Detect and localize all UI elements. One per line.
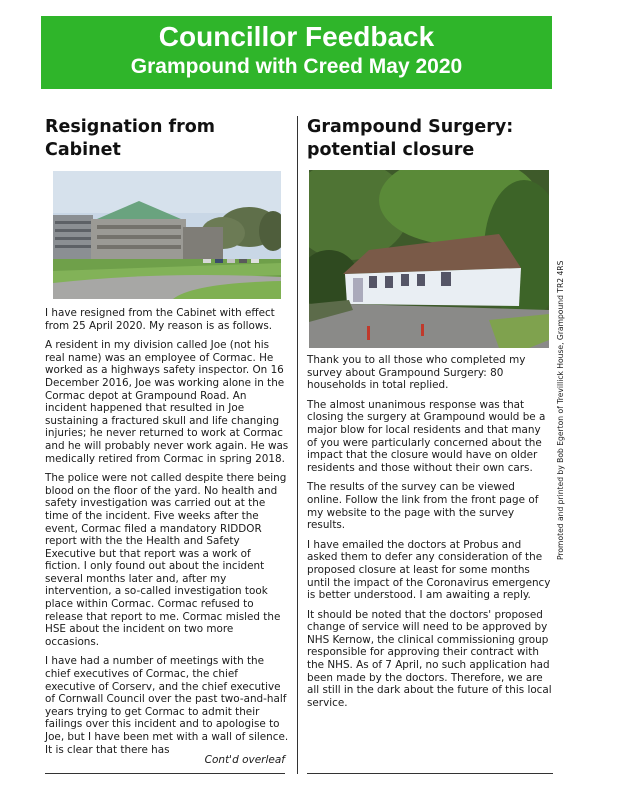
county-hall-photo	[53, 171, 281, 299]
right-paragraph-1: Thank you to all those who completed my survey about Grampound Surgery: 80 households in total replied.	[307, 354, 526, 392]
right-bottom-rule	[307, 773, 553, 774]
surgery-heading-line2: potential closure	[307, 140, 475, 160]
imprint-note: Promoted and printed by Bob Egerton of Trevillick House, Grampound TR2 4RS	[556, 260, 565, 560]
continued-note: Cont'd overleaf	[204, 754, 285, 766]
left-paragraph-3: The police were not called despite there being blood on the floor of the yard. No health and safety investigation was carried out at the time of the incident. Five weeks after the event, Cormac filed a mandatory RIDDOR report with the the Health and Safety Executive but that report was a work of fiction. I only found out about the incident several months later and, after my intervention, a so-called investigation took place within Cormac. Cormac refused to release that report to me. Cormac misled the HSE about the incident on two more occasions.	[45, 472, 287, 648]
left-paragraph-1: I have resigned from the Cabinet with effect from 25 April 2020. My reason is as follows.	[45, 307, 275, 332]
right-paragraph-4: I have emailed the doctors at Probus and asked them to defer any consideration of the proposed closure at least for some months until the impact of the Coronavirus emergency is better understood. I am awaiting a reply.	[307, 538, 551, 602]
right-column	[307, 116, 553, 716]
surgery-heading-line1: Grampound Surgery:	[307, 117, 514, 137]
page-subtitle: Grampound with Creed May 2020	[130, 55, 463, 78]
right-paragraph-2: The almost unanimous response was that closing the surgery at Grampound would be a major blow for local residents and that many of you were particularly concerned about the impact that the closure would have on older residents and those without their own cars.	[307, 398, 546, 474]
left-paragraph-4: I have had a number of meetings with the chief executives of Cormac, the chief executive of Corserv, and the chief executive of Cornwall Council over the past two-and-half years trying to get Cormac to admit their failings over this incident and to apologise to Joe, but I have been met with a wall of silence. It is clear that there has	[45, 655, 289, 756]
page-title: Councillor Feedback	[158, 21, 435, 52]
surgery-photo	[309, 170, 549, 348]
resignation-heading: Resignation from Cabinet	[45, 117, 215, 160]
left-bottom-rule	[45, 773, 285, 774]
right-paragraph-3: The results of the survey can be viewed online. Follow the link from the front page of my website to the page with the survey results.	[307, 481, 539, 532]
left-paragraph-2: A resident in my division called Joe (not his real name) was an employee of Cormac. He worked as a highways safety inspector. On 16 December 2016, Joe was working alone in the Cormac depot at Grampound Road. An incident happened that resulted in Joe sustaining a fractured skull and life changing injuries; he never returned to work at Cormac and he will probably never work again. He was medically retired from Cormac in spring 2018.	[45, 339, 289, 465]
left-column	[45, 116, 289, 763]
column-divider	[297, 116, 298, 774]
right-paragraph-5: It should be noted that the doctors' proposed change of service will need to be approved by NHS Kernow, the clinical commissioning group responsible for approving their contract with the NHS. As of 7 April, no such application had been made by the doctors. Therefore, we are all still in the dark about the future of this local service.	[307, 608, 552, 709]
header-banner	[41, 16, 552, 89]
